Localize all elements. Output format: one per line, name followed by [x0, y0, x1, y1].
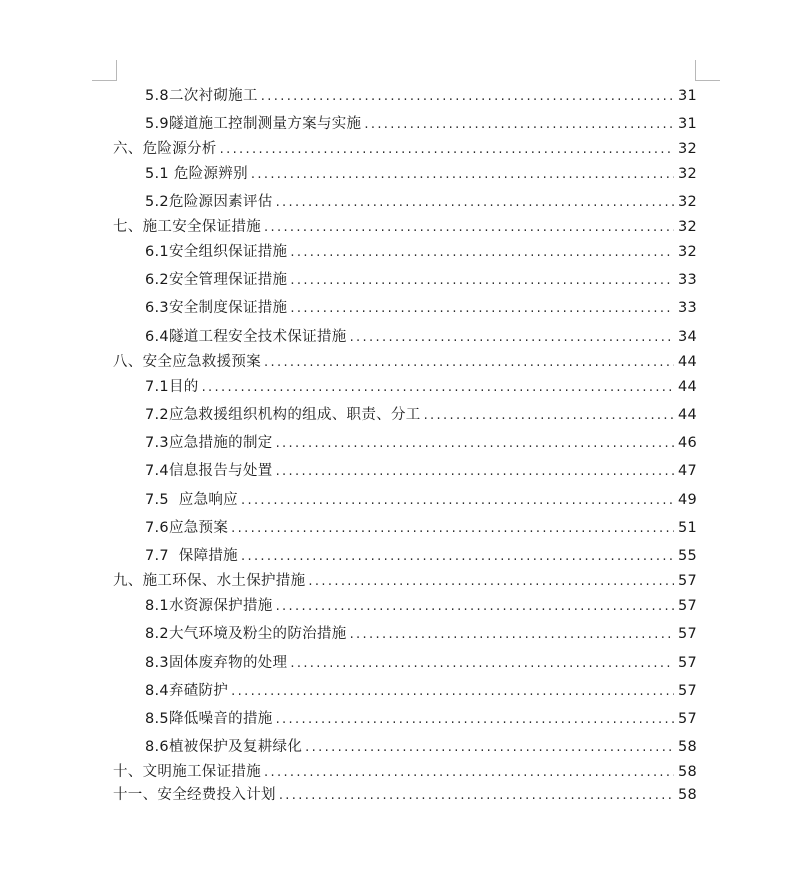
- toc-dot-leader: [279, 785, 674, 807]
- toc-entry[interactable]: [0, 216, 697, 238]
- toc-entry[interactable]: [0, 489, 697, 511]
- toc-page-number: 33: [677, 272, 697, 288]
- toc-page-number: 55: [677, 548, 697, 564]
- toc-page-number: 49: [677, 492, 697, 508]
- toc-page-number: 44: [677, 379, 697, 395]
- toc-entry[interactable]: [0, 297, 697, 319]
- toc-dot-leader: [276, 596, 674, 618]
- toc-dot-leader: [220, 139, 674, 161]
- toc-dot-leader: [424, 405, 674, 427]
- toc-dot-leader: [290, 298, 674, 320]
- toc-dot-leader: [241, 490, 674, 512]
- toc-dot-leader: [231, 681, 674, 703]
- toc-page-number: 34: [677, 329, 697, 345]
- toc-page-number: 57: [677, 655, 697, 671]
- toc-entry-title: 7.2应急救援组织机构的组成、职责、分工: [145, 407, 421, 423]
- toc-page-number: 44: [677, 354, 697, 370]
- toc-entry-title: 8.4弃碴防护: [145, 683, 229, 699]
- toc-page-number: 31: [677, 88, 697, 104]
- toc-entry[interactable]: [0, 595, 697, 617]
- toc-entry-title: 5.8二次衬砌施工: [145, 88, 258, 104]
- toc-entry-title: 7.5 应急响应: [145, 492, 238, 508]
- toc-entry-title: 8.2大气环境及粉尘的防治措施: [145, 626, 347, 642]
- toc-page-number: 32: [677, 219, 697, 235]
- toc-dot-leader: [251, 164, 674, 186]
- toc-page-number: 57: [677, 598, 697, 614]
- toc-dot-leader: [276, 433, 674, 455]
- toc-entry[interactable]: [0, 680, 697, 702]
- toc-entry[interactable]: [0, 545, 697, 567]
- toc-entry-title: 7.4信息报告与处置: [145, 463, 273, 479]
- toc-dot-leader: [364, 114, 674, 136]
- toc-entry[interactable]: [0, 708, 697, 730]
- toc-dot-leader: [264, 352, 674, 374]
- toc-entry-title: 8.1水资源保护措施: [145, 598, 273, 614]
- toc-entry-title: 六、危险源分析: [113, 141, 217, 157]
- toc-entry-title: 6.4隧道工程安全技术保证措施: [145, 329, 347, 345]
- toc-entry-title: 十、文明施工保证措施: [113, 764, 261, 780]
- toc-dot-leader: [264, 762, 674, 784]
- toc-page-number: 31: [677, 116, 697, 132]
- toc-entry[interactable]: [0, 113, 697, 135]
- toc-entry-title: 7.3应急措施的制定: [145, 435, 273, 451]
- toc-entry[interactable]: [0, 191, 697, 213]
- toc-entry[interactable]: [0, 326, 697, 348]
- toc-dot-leader: [290, 270, 674, 292]
- toc-entry[interactable]: [0, 623, 697, 645]
- toc-entry-title: 7.1目的: [145, 379, 199, 395]
- toc-dot-leader: [231, 518, 674, 540]
- toc-page-number: 32: [677, 166, 697, 182]
- toc-page-number: 47: [677, 463, 697, 479]
- toc-entry-title: 5.1 危险源辨别: [145, 166, 248, 182]
- toc-entry[interactable]: [0, 404, 697, 426]
- toc-page-number: 57: [677, 573, 697, 589]
- toc-entry-title: 7.7 保障措施: [145, 548, 238, 564]
- toc-entry-title: 七、施工安全保证措施: [113, 219, 261, 235]
- toc-dot-leader: [350, 624, 674, 646]
- toc-dot-leader: [276, 709, 674, 731]
- toc-dot-leader: [276, 461, 674, 483]
- toc-entry[interactable]: [0, 432, 697, 454]
- toc-entry-title: 8.6植被保护及复耕绿化: [145, 739, 303, 755]
- toc-page-number: 32: [677, 194, 697, 210]
- toc-entry[interactable]: [0, 163, 697, 185]
- toc-page-number: 32: [677, 244, 697, 260]
- toc-entry[interactable]: [0, 784, 697, 806]
- toc-page-number: 58: [677, 739, 697, 755]
- toc-entry[interactable]: [0, 761, 697, 783]
- toc-page-number: 57: [677, 626, 697, 642]
- toc-dot-leader: [290, 242, 674, 264]
- toc-page-number: 57: [677, 683, 697, 699]
- toc-entry-title: 十一、安全经费投入计划: [113, 787, 276, 803]
- toc-entry-title: 6.1安全组织保证措施: [145, 244, 288, 260]
- toc-page-number: 58: [677, 764, 697, 780]
- toc-entry[interactable]: [0, 736, 697, 758]
- toc-entry-title: 九、施工环保、水土保护措施: [113, 573, 306, 589]
- toc-page-number: 32: [677, 141, 697, 157]
- toc-entry-title: 5.9隧道施工控制测量方案与实施: [145, 116, 362, 132]
- toc-page-number: 46: [677, 435, 697, 451]
- toc-entry-title: 八、安全应急救援预案: [113, 354, 261, 370]
- toc-entry[interactable]: [0, 138, 697, 160]
- toc-entry[interactable]: [0, 460, 697, 482]
- toc-entry[interactable]: [0, 241, 697, 263]
- toc-page-number: 58: [677, 787, 697, 803]
- toc-entry-title: 8.3固体废弃物的处理: [145, 655, 288, 671]
- toc-entry-title: 6.3安全制度保证措施: [145, 300, 288, 316]
- toc-dot-leader: [264, 217, 674, 239]
- toc-entry[interactable]: [0, 85, 697, 107]
- toc-dot-leader: [202, 377, 674, 399]
- toc-dot-leader: [276, 192, 674, 214]
- toc-entry[interactable]: [0, 517, 697, 539]
- toc-page-number: 57: [677, 711, 697, 727]
- toc-dot-leader: [290, 653, 674, 675]
- toc-entry[interactable]: [0, 269, 697, 291]
- toc-page-number: 33: [677, 300, 697, 316]
- toc-entry-title: 8.5降低噪音的措施: [145, 711, 273, 727]
- toc-entry[interactable]: [0, 652, 697, 674]
- toc-dot-leader: [350, 327, 674, 349]
- toc-dot-leader: [305, 737, 674, 759]
- toc-entry[interactable]: [0, 570, 697, 592]
- toc-entry-title: 5.2危险源因素评估: [145, 194, 273, 210]
- toc-entry[interactable]: [0, 351, 697, 373]
- toc-entry[interactable]: [0, 376, 697, 398]
- toc-dot-leader: [241, 546, 674, 568]
- toc-dot-leader: [308, 571, 674, 593]
- toc-entry-title: 7.6应急预案: [145, 520, 229, 536]
- toc-page-number: 51: [677, 520, 697, 536]
- toc-dot-leader: [261, 86, 674, 108]
- toc-entry-title: 6.2安全管理保证措施: [145, 272, 288, 288]
- toc-page-number: 44: [677, 407, 697, 423]
